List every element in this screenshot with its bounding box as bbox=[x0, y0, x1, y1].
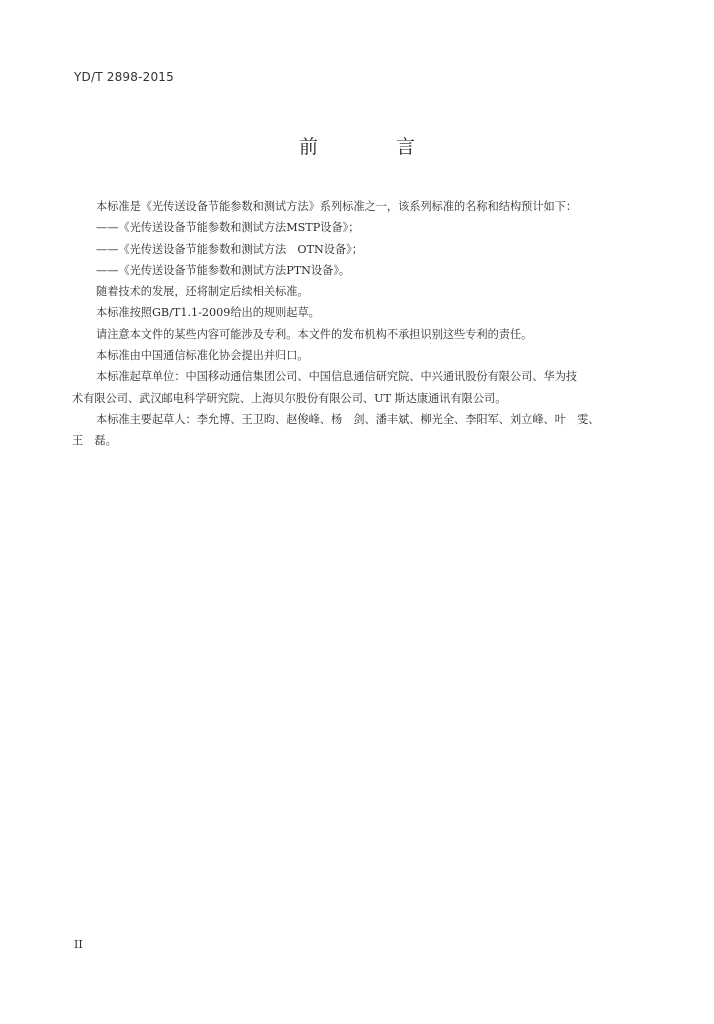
paragraph-series-intro: 本标准是《光传送设备节能参数和测试方法》系列标准之一，该系列标准的名称和结构预计如下： bbox=[96, 200, 578, 213]
paragraph-drafters bbox=[72, 409, 656, 452]
list-item-otn: ——《光传送设备节能参数和测试方法 OTN设备》； bbox=[96, 242, 363, 256]
list-item-mstp: ——《光传送设备节能参数和测试方法MSTP设备》； bbox=[96, 221, 360, 235]
drafters-line-2: 王 磊。 bbox=[72, 434, 117, 448]
drafting-units-line-2: 术有限公司、武汉邮电科学研究院、上海贝尔股份有限公司、UT 斯达康通讯有限公司。 bbox=[72, 391, 507, 405]
paragraph-drafting-units bbox=[72, 366, 656, 409]
paragraph-patent-notice: 请注意本文件的某些内容可能涉及专利。本文件的发布机构不承担识别这些专利的责任。 bbox=[96, 327, 533, 341]
drafting-units-line-1: 本标准起草单位：中国移动通信集团公司、中国信息通信研究院、中兴通讯股份有限公司、华为技 bbox=[96, 370, 578, 384]
paragraph-drafting-rules: 本标准按照GB/T1.1-2009给出的规则起草。 bbox=[96, 306, 320, 320]
page-number: II bbox=[74, 938, 83, 951]
paragraph-future-standards: 随着技术的发展，还将制定后续相关标准。 bbox=[96, 285, 309, 299]
page-title: 前 言 bbox=[298, 136, 452, 158]
foreword-body bbox=[72, 196, 656, 452]
paragraph-proposer: 本标准由中国通信标准化协会提出并归口。 bbox=[96, 349, 309, 363]
document-code: YD/T 2898-2015 bbox=[74, 70, 174, 84]
list-item-ptn: ——《光传送设备节能参数和测试方法PTN设备》。 bbox=[96, 263, 351, 277]
drafters-line-1: 本标准主要起草人：李允博、王卫昀、赵俊峰、杨 剑、潘丰斌、柳光全、李阳军、刘立峰、叶 雯、 bbox=[96, 412, 600, 426]
